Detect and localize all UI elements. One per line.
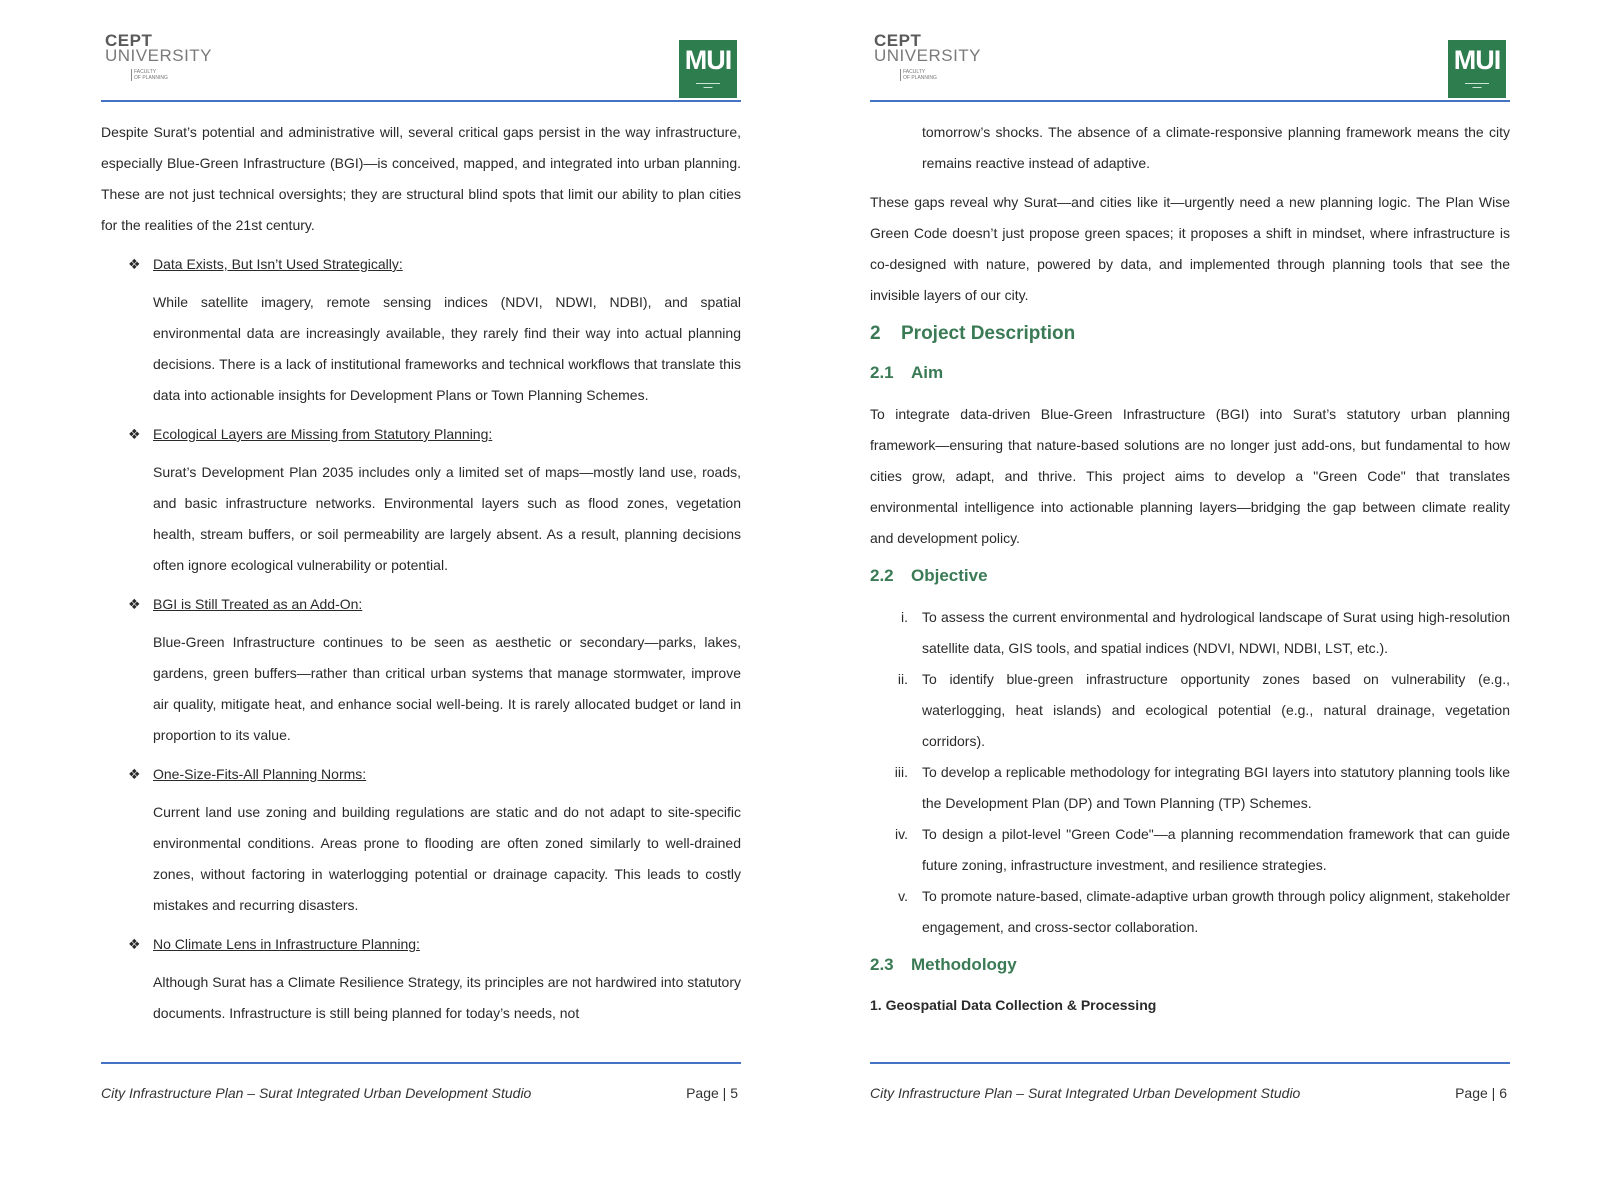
mui-logo <box>1448 40 1506 98</box>
subsection-number: 2.3 <box>870 955 894 974</box>
cept-logo-line1: CEPT <box>105 31 153 50</box>
cept-logo-line2: UNIVERSITY <box>874 46 982 65</box>
bullet-heading <box>101 419 741 449</box>
cept-faculty-line1: FACULTY <box>903 69 926 75</box>
document-page-left <box>101 0 741 1182</box>
objective-number: v. <box>898 888 908 904</box>
mui-logo-text: MUI <box>1453 45 1501 75</box>
objective-text: To promote nature-based, climate-adaptive urban growth through policy alignment, stakeholder engagement, and cross-sector collaboration. <box>922 888 1510 935</box>
bullet-title: Data Exists, But Isn’t Used Strategically: <box>153 256 403 272</box>
diamond-bullet-icon: ❖ <box>128 426 141 442</box>
cept-logo-line2: UNIVERSITY <box>105 46 213 65</box>
objective-number: iv. <box>895 826 908 842</box>
bullet-body: Current land use zoning and building regulations are static and do not adapt to site-specific environmental conditions. Areas prone to flooding are often zoned similarly to well-drained zones, without factoring in waterlogging potential or drainage capacity. This leads to costly mistakes and recurring disasters. <box>153 804 741 913</box>
subsection-number: 2.2 <box>870 566 894 585</box>
continuation-paragraph: tomorrow’s shocks. The absence of a climate-responsive planning framework means the city remains reactive instead of adaptive. <box>922 124 1510 171</box>
header-rule <box>101 100 741 102</box>
cept-faculty-line1: FACULTY <box>134 69 157 75</box>
objective-item <box>870 602 1510 664</box>
subsection-title: Aim <box>911 363 944 382</box>
diamond-bullet-icon: ❖ <box>128 936 141 952</box>
page-content-left <box>101 117 741 1037</box>
objective-item <box>870 819 1510 881</box>
objective-item <box>870 881 1510 943</box>
bullet-body: Surat’s Development Plan 2035 includes only a limited set of maps—mostly land use, roads, and basic infrastructure networks. Environmental layers such as flood zones, vegetation health, stream buffers, or soil permeability are largely absent. As a result, planning decisions often ignore ecological vulnerability or potential. <box>153 464 741 573</box>
cept-university-logo <box>105 32 215 88</box>
objective-number: ii. <box>897 671 908 687</box>
section-title: Project Description <box>901 323 1076 344</box>
objective-text: To assess the current environmental and hydrological landscape of Surat using high-resolution satellite data, GIS tools, and spatial indices (NDVI, NDWI, NDBI, LST, etc.). <box>922 609 1510 656</box>
mui-logo-subtext: ▬▬▬▬▬▬▬▬ ▬▬▬ <box>696 81 720 89</box>
cept-faculty-line2: OF PLANNING <box>134 75 168 81</box>
mui-logo-subtext: ▬▬▬▬▬▬▬▬ ▬▬▬ <box>1465 81 1489 89</box>
methodology-subheading: 1. Geospatial Data Collection & Processing <box>870 997 1157 1013</box>
objective-text: To identify blue-green infrastructure opportunity zones based on vulnerability (e.g., waterlogging, heat islands) and ecological potential (e.g., natural drainage, vegetation corridors). <box>922 671 1510 749</box>
page-number: Page | 6 <box>1455 1085 1507 1101</box>
subsection-heading-objective <box>870 562 1510 590</box>
page-footer <box>101 1085 741 1105</box>
subsection-number: 2.1 <box>870 363 894 382</box>
bullet-heading <box>101 759 741 789</box>
cept-faculty-line2: OF PLANNING <box>903 75 937 81</box>
bullet-body: Although Surat has a Climate Resilience Strategy, its principles are not hardwired into statutory documents. Infrastructure is still being planned for today’s needs, not <box>153 974 741 1021</box>
subsection-title: Objective <box>911 566 988 585</box>
cept-faculty-label <box>131 69 194 81</box>
header-rule <box>870 100 1510 102</box>
page-number: Page | 5 <box>686 1085 738 1101</box>
cept-faculty-label <box>900 69 963 81</box>
cept-logo-line1: CEPT <box>874 31 922 50</box>
mui-logo <box>679 40 737 98</box>
objective-number: iii. <box>894 764 908 780</box>
bullet-title: No Climate Lens in Infrastructure Planning: <box>153 936 420 952</box>
gaps-paragraph: These gaps reveal why Surat—and cities like it—urgently need a new planning logic. The Plan Wise Green Code doesn’t just propose green spaces; it proposes a shift in mindset, where infrastructure is co-designed with nature, powered by data, and implemented through planning tools that see the invisible layers of our city. <box>870 194 1510 303</box>
intro-paragraph: Despite Surat’s potential and administrative will, several critical gaps persist in the way infrastructure, especially Blue-Green Infrastructure (BGI)—is conceived, mapped, and integrated into urban planning. These are not just technical oversights; they are structural blind spots that limit our ability to plan cities for the realities of the 21st century. <box>101 124 741 233</box>
subsection-title: Methodology <box>911 955 1017 974</box>
page-content-right <box>870 117 1510 1019</box>
document-page-right <box>870 0 1510 1182</box>
bullet-title: One-Size-Fits-All Planning Norms: <box>153 766 367 782</box>
bullet-body: Blue-Green Infrastructure continues to be seen as aesthetic or secondary—parks, lakes, gardens, green buffers—rather than critical urban systems that manage stormwater, improve air quality, mitigate heat, and enhance social well-being. It is rarely allocated budget or land in proportion to its value. <box>153 634 741 743</box>
diamond-bullet-icon: ❖ <box>128 596 141 612</box>
aim-paragraph: To integrate data-driven Blue-Green Infrastructure (BGI) into Surat’s statutory urban planning framework—ensuring that nature-based solutions are no longer just add-ons, but fundamental to how cities grow, adapt, and thrive. This project aims to develop a "Green Code" that translates environmental intelligence into actionable planning layers—bridging the gap between climate reality and development policy. <box>870 406 1510 546</box>
footer-rule <box>101 1062 741 1064</box>
section-heading <box>870 319 1510 349</box>
objective-item <box>870 664 1510 757</box>
mui-logo-text: MUI <box>684 45 732 75</box>
bullet-title: Ecological Layers are Missing from Statutory Planning: <box>153 426 493 442</box>
objective-text: To develop a replicable methodology for integrating BGI layers into statutory planning tools like the Development Plan (DP) and Town Planning (TP) Schemes. <box>922 764 1510 811</box>
objective-item <box>870 757 1510 819</box>
footer-rule <box>870 1062 1510 1064</box>
bullet-heading <box>101 929 741 959</box>
footer-title: City Infrastructure Plan – Surat Integrated Urban Development Studio <box>870 1085 1301 1101</box>
bullet-body: While satellite imagery, remote sensing indices (NDVI, NDWI, NDBI), and spatial environmental data are increasingly available, they rarely find their way into actual planning decisions. There is a lack of institutional frameworks and technical workflows that translate this data into actionable insights for Development Plans or Town Planning Schemes. <box>153 294 741 403</box>
diamond-bullet-icon: ❖ <box>128 256 141 272</box>
page-footer <box>870 1085 1510 1105</box>
footer-title: City Infrastructure Plan – Surat Integrated Urban Development Studio <box>101 1085 532 1101</box>
subsection-heading-methodology <box>870 951 1510 979</box>
subsection-heading-aim <box>870 359 1510 387</box>
cept-university-logo <box>874 32 984 88</box>
bullet-title: BGI is Still Treated as an Add-On: <box>153 596 363 612</box>
bullet-heading <box>101 589 741 619</box>
bullet-heading <box>101 249 741 279</box>
objective-number: i. <box>901 609 908 625</box>
section-number: 2 <box>870 323 881 344</box>
objective-text: To design a pilot-level "Green Code"—a planning recommendation framework that can guide future zoning, infrastructure investment, and resilience strategies. <box>922 826 1510 873</box>
diamond-bullet-icon: ❖ <box>128 766 141 782</box>
